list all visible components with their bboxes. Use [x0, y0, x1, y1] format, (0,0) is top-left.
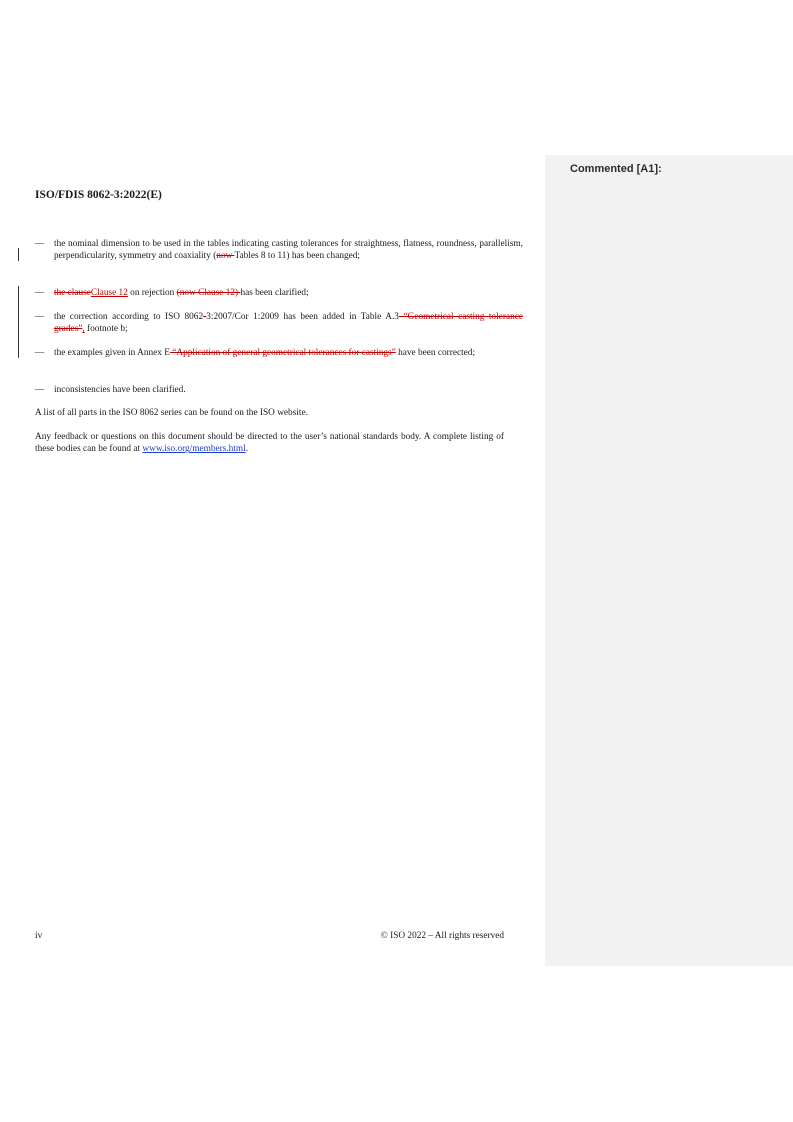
list-dash: —	[35, 385, 45, 395]
deleted-text: “Geometrical casting tolerance grades”	[54, 312, 523, 335]
feedback-paragraph: Any feedback or questions on this document should be directed to the user’s national standards body. A complete listing of these bodies can be found at www.iso.org/members.html.	[35, 432, 504, 455]
document-header: ISO/FDIS 8062-3:2022(E)	[35, 189, 162, 201]
change-bar	[18, 248, 19, 261]
page-number: iv	[35, 931, 43, 941]
comment-pane	[545, 155, 793, 966]
inserted-text: Clause 12	[90, 288, 128, 298]
deleted-text: (now Clause 12)	[176, 288, 241, 298]
list-item: — the nominal dimension to be used in the tables indicating casting tolerances for straightness, flatness, roundness, parallelism, perpendicularity, symmetry and coaxiality (now Tables 8 to 11) has been changed;	[35, 239, 523, 262]
deleted-text: “Application of general geometrical tolerances for castings”	[169, 348, 396, 358]
copyright-notice: © ISO 2022 – All rights reserved	[380, 931, 504, 941]
deleted-text: the clause	[54, 288, 91, 298]
members-link[interactable]: www.iso.org/members.html	[142, 444, 246, 455]
list-item: — the examples given in Annex E “Application of general geometrical tolerances for castings” have been corrected;	[35, 348, 476, 358]
inserted-text: ,	[82, 324, 85, 335]
list-item: — the correction according to ISO 8062-3:2007/Cor 1:2009 has been added in Table A.3 “Geometrical casting tolerance grades”, footnote b;	[35, 312, 523, 335]
change-bar	[18, 286, 19, 358]
list-item: — the clauseClause 12 on rejection (now Clause 12) has been clarified;	[35, 288, 309, 298]
list-item: — inconsistencies have been clarified.	[35, 385, 186, 395]
comment-title: Commented [A1]:	[570, 163, 662, 175]
list-dash: —	[35, 312, 45, 322]
deleted-text: now	[216, 251, 235, 262]
list-dash: —	[35, 239, 45, 249]
deleted-text: -	[203, 312, 207, 322]
parts-list-paragraph: A list of all parts in the ISO 8062 series can be found on the ISO website.	[35, 408, 308, 418]
list-dash: —	[35, 348, 45, 358]
list-dash: —	[35, 288, 45, 298]
